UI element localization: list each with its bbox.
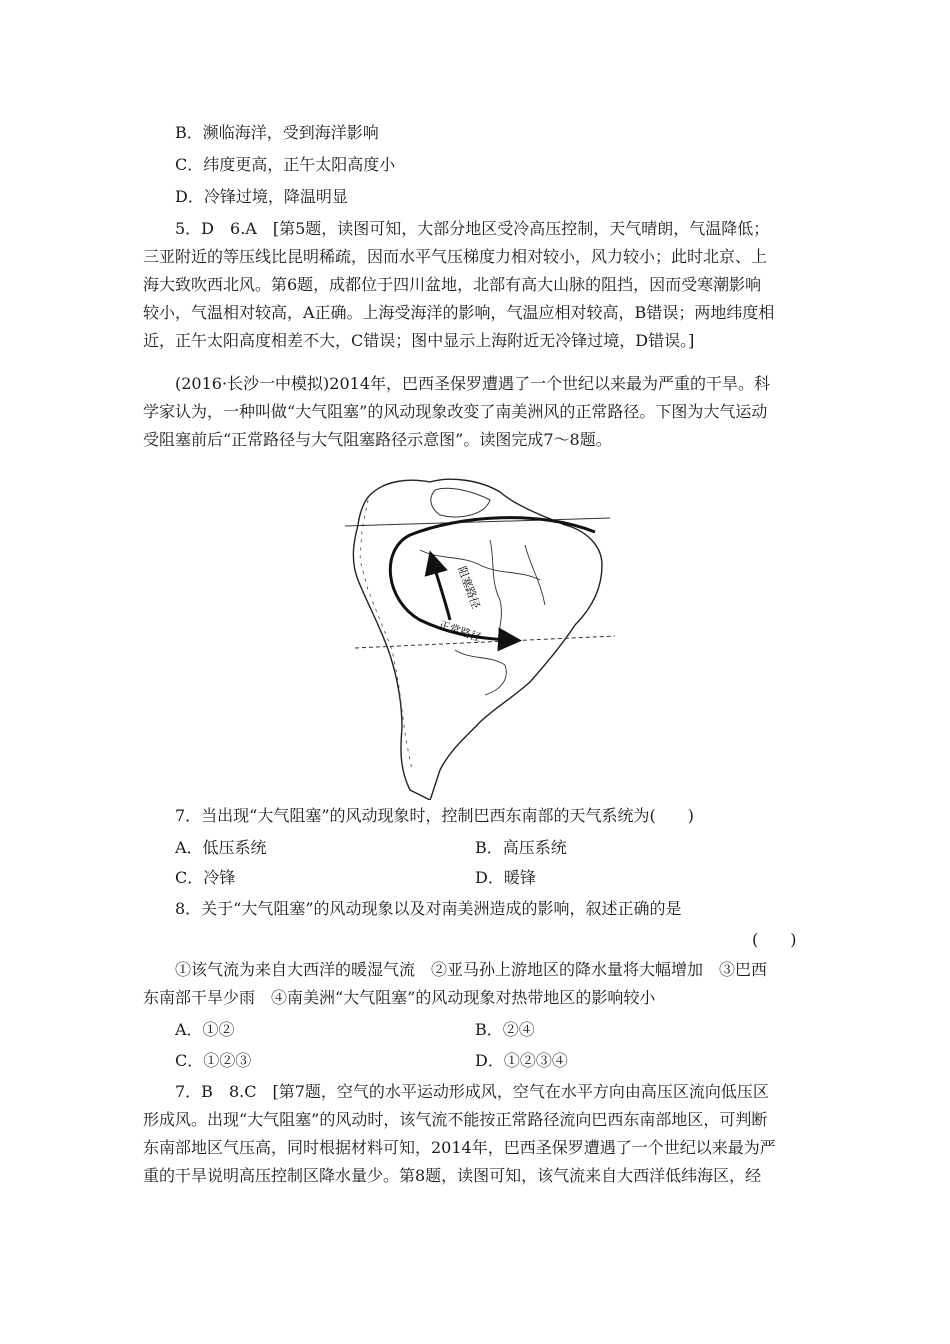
q8-statements-line-1: ①该气流为来自大西洋的暖湿气流 ②亚马孙上游地区的降水量将大幅增加 ③巴西	[175, 960, 768, 979]
answer-7-8-line-4: 重的干旱说明高压控制区降水量少。第8题，读图可知，该气流来自大西洋低纬海区，经	[143, 1166, 762, 1185]
answer-7-8-line-3: 东南部地区气压高，同时根据材料可知，2014年，巴西圣保罗遭遇了一个世纪以来最为严	[143, 1138, 776, 1157]
q7-option-d: D．暖锋	[475, 868, 536, 887]
passage-line-1: (2016·长沙一中模拟)2014年，巴西圣保罗遭遇了一个世纪以来最为严重的干旱。科	[175, 374, 771, 393]
region-boundary	[431, 488, 490, 517]
normal-path-curve	[390, 518, 595, 640]
option-d: D．冷锋过境，降温明显	[175, 187, 348, 206]
q7-option-a: A．低压系统	[175, 838, 267, 857]
q8-option-c: C．①②③	[175, 1051, 252, 1070]
question-7: 7．当出现“大气阻塞”的风动现象时，控制巴西东南部的天气系统为( )	[175, 806, 695, 825]
passage-line-2: 学家认为，一种叫做“大气阻塞”的风动现象改变了南美洲风的正常路径。下图为大气运动	[143, 402, 768, 421]
answer-5-6-line-5: 近，正午太阳高度相差不大，C错误；图中显示上海附近无冷锋过境，D错误。]	[143, 331, 695, 350]
answer-5-6-line-4: 较小，气温相对较高，A正确。上海受海洋的影响，气温应相对较高，B错误；两地纬度相	[143, 303, 775, 322]
q8-statements-line-2: 东南部干旱少雨 ④南美洲“大气阻塞”的风动现象对热带地区的影响较小	[143, 988, 656, 1007]
answer-7-8-line-2: 形成风。出现“大气阻塞”的风动时，该气流不能按正常路径流向巴西东南部地区，可判断	[143, 1110, 768, 1129]
q7-option-b: B．高压系统	[475, 838, 567, 857]
q8-option-b: B．②④	[475, 1020, 535, 1039]
q8-option-a: A．①②	[175, 1020, 235, 1039]
normal-path-label: 正常路径	[437, 618, 483, 645]
blocked-path-arrow	[433, 562, 450, 620]
blocked-path-label: 阻塞路径	[455, 564, 483, 611]
river-line	[525, 545, 545, 605]
river-line	[490, 540, 501, 650]
q8-option-d: D．①②③④	[475, 1051, 568, 1070]
answer-5-6-line-1: 5．D 6.A [第5题，读图可知，大部分地区受冷高压控制，天气晴朗，气温降低；	[175, 219, 770, 238]
option-c: C．纬度更高，正午太阳高度小	[175, 155, 396, 174]
passage-line-3: 受阻塞前后“正常路径与大气阻塞路径示意图”。读图完成7～8题。	[143, 430, 612, 449]
answer-7-8-line-1: 7．B 8.C [第7题，空气的水平运动形成风，空气在水平方向由高压区流向低压区	[175, 1082, 769, 1101]
q8-answer-paren: ( )	[752, 930, 797, 949]
south-america-wind-path-map	[340, 470, 630, 800]
q7-option-c: C．冷锋	[175, 868, 236, 887]
answer-5-6-line-2: 三亚附近的等压线比昆明稀疏，因而水平气压梯度力相对较小，风力较小；此时北京、上	[143, 247, 768, 266]
region-boundary	[455, 650, 506, 695]
question-8: 8．关于“大气阻塞”的风动现象以及对南美洲造成的影响，叙述正确的是	[175, 899, 682, 918]
answer-5-6-line-3: 海大致吹西北风。第6题，成都位于四川盆地，北部有高大山脉的阻挡，因而受寒潮影响	[143, 275, 762, 294]
option-b: B．濒临海洋，受到海洋影响	[175, 123, 379, 142]
